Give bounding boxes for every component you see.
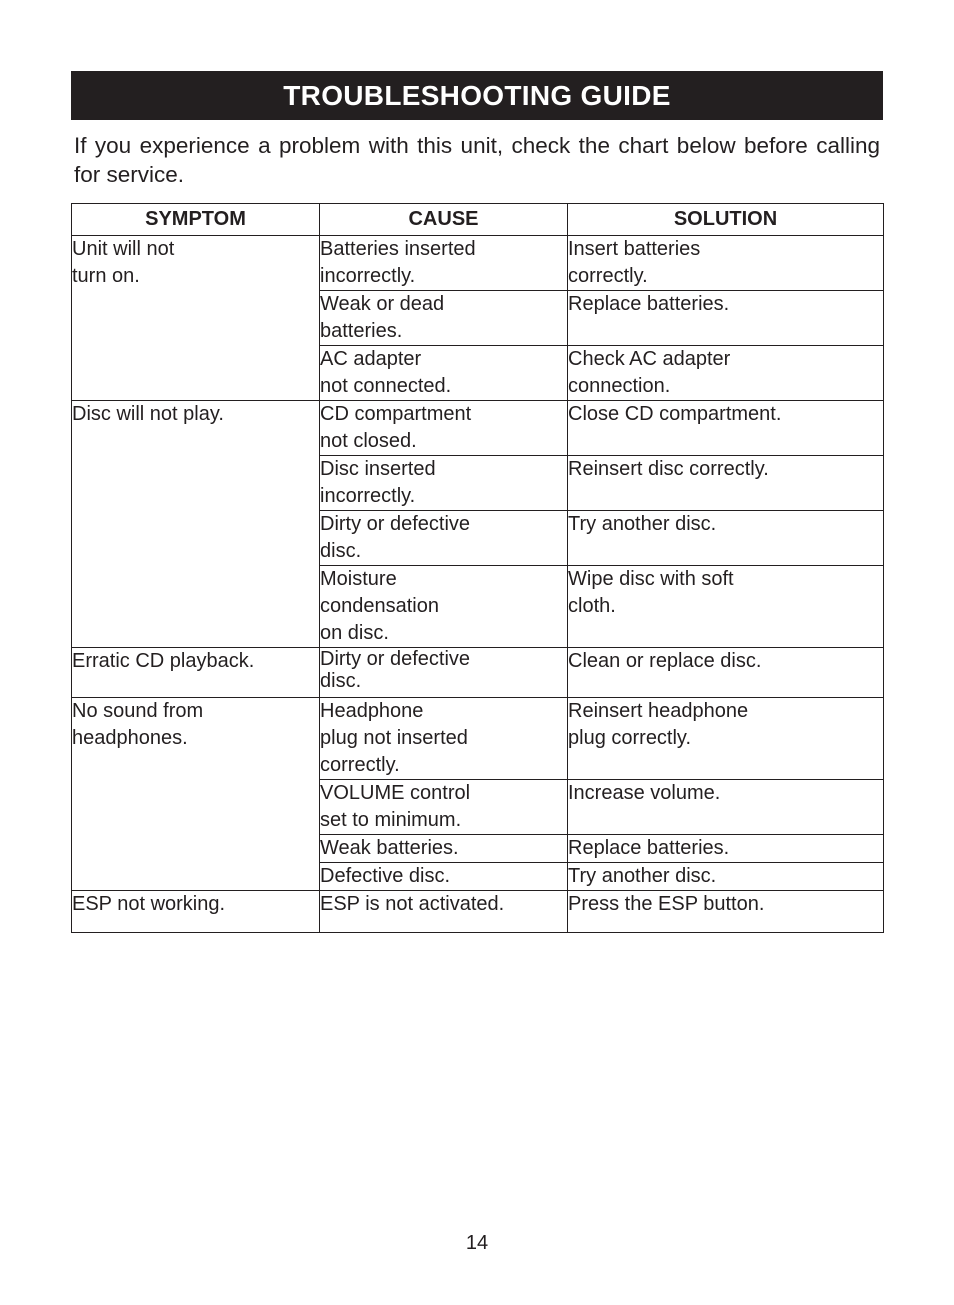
- cause-cell: [320, 456, 568, 511]
- cause-text: Weak or dead batteries.: [320, 293, 445, 342]
- solution-text: Close CD compartment.: [568, 403, 782, 425]
- table-row: [72, 698, 884, 780]
- solution-cell: [568, 456, 884, 511]
- symptom-text: No sound from headphones.: [72, 700, 204, 749]
- cause-cell: [320, 566, 568, 648]
- cause-text: Batteries inserted incorrectly.: [320, 238, 476, 287]
- solution-text: Wipe disc with soft cloth.: [568, 568, 734, 617]
- troubleshooting-table: [71, 203, 884, 933]
- solution-cell: [568, 891, 884, 933]
- solution-text: Try another disc.: [568, 513, 717, 535]
- cause-text: AC adapter not connected.: [320, 348, 452, 397]
- symptom-cell: [72, 236, 320, 401]
- cause-text: Weak batteries.: [320, 837, 459, 859]
- solution-text: Press the ESP button.: [568, 893, 765, 915]
- symptom-text: Erratic CD playback.: [72, 650, 255, 672]
- symptom-cell: [72, 891, 320, 933]
- solution-cell: [568, 863, 884, 891]
- table-row: [72, 401, 884, 456]
- symptom-text: Unit will not turn on.: [72, 238, 175, 287]
- solution-text: Increase volume.: [568, 782, 721, 804]
- header-solution: SOLUTION: [568, 204, 884, 236]
- solution-cell: [568, 698, 884, 780]
- cause-text: Headphone plug not inserted correctly.: [320, 700, 468, 776]
- solution-cell: [568, 511, 884, 566]
- header-cause: CAUSE: [320, 204, 568, 236]
- solution-text: Reinsert disc correctly.: [568, 458, 769, 480]
- cause-cell: [320, 648, 568, 698]
- solution-text: Reinsert headphone plug correctly.: [568, 700, 749, 749]
- cause-cell: [320, 863, 568, 891]
- table-row: [72, 648, 884, 698]
- table-row: [72, 236, 884, 291]
- cause-cell: [320, 236, 568, 291]
- symptom-cell: [72, 648, 320, 698]
- solution-cell: [568, 835, 884, 863]
- cause-text: Disc inserted incorrectly.: [320, 458, 436, 507]
- table-header-row: [72, 204, 884, 236]
- cause-text: Defective disc.: [320, 865, 451, 887]
- cause-text: CD compartment not closed.: [320, 403, 472, 452]
- symptom-cell: [72, 401, 320, 648]
- table-row: [72, 891, 884, 933]
- solution-text: Insert batteries correctly.: [568, 238, 701, 287]
- cause-cell: [320, 891, 568, 933]
- solution-cell: [568, 648, 884, 698]
- cause-cell: [320, 698, 568, 780]
- cause-cell: [320, 835, 568, 863]
- cause-text: Dirty or defective disc.: [320, 648, 471, 692]
- cause-cell: [320, 291, 568, 346]
- solution-text: Replace batteries.: [568, 837, 730, 859]
- cause-text: Moisture condensation on disc.: [320, 568, 439, 644]
- solution-cell: [568, 291, 884, 346]
- cause-text: ESP is not activated.: [320, 893, 505, 915]
- solution-cell: [568, 236, 884, 291]
- cause-cell: [320, 401, 568, 456]
- cause-cell: [320, 780, 568, 835]
- cause-cell: [320, 511, 568, 566]
- solution-text: Try another disc.: [568, 865, 717, 887]
- solution-cell: [568, 401, 884, 456]
- page-title: TROUBLESHOOTING GUIDE: [283, 79, 671, 111]
- solution-text: Replace batteries.: [568, 293, 730, 315]
- solution-text: Check AC adapter connection.: [568, 348, 731, 397]
- symptom-text: ESP not working.: [72, 893, 226, 915]
- title-bar: [71, 71, 883, 120]
- page-number: 14: [465, 1232, 489, 1254]
- cause-cell: [320, 346, 568, 401]
- header-symptom: SYMPTOM: [72, 204, 320, 236]
- solution-cell: [568, 566, 884, 648]
- solution-cell: [568, 780, 884, 835]
- intro-paragraph: If you experience a problem with this unit, check the chart below before calling for service.: [74, 133, 880, 187]
- solution-cell: [568, 346, 884, 401]
- solution-text: Clean or replace disc.: [568, 650, 762, 672]
- cause-text: Dirty or defective disc.: [320, 513, 471, 562]
- cause-text: VOLUME control set to minimum.: [320, 782, 471, 831]
- symptom-cell: [72, 698, 320, 891]
- symptom-text: Disc will not play.: [72, 403, 224, 425]
